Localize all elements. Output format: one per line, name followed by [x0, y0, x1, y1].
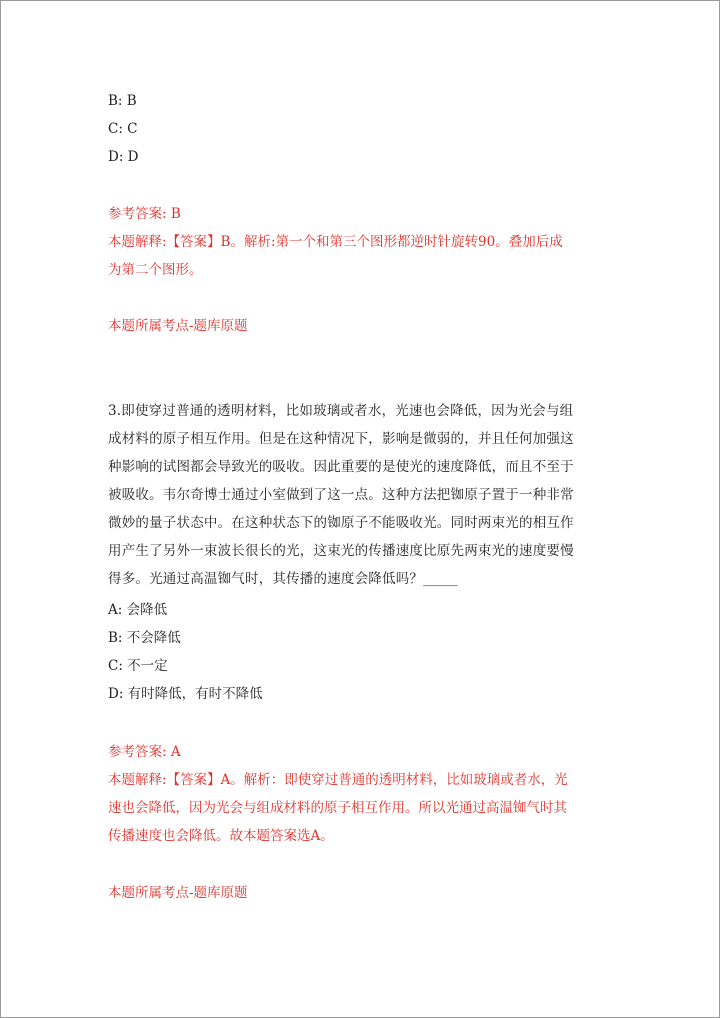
q2-options	[108, 87, 608, 171]
q2-option-b: B: B	[108, 93, 137, 109]
q2-explanation-line-2: 为第二个图形。	[108, 262, 203, 278]
q3-answer: 参考答案: A	[108, 744, 181, 760]
q3-option-a: A: 会降低	[108, 602, 168, 618]
q3-options	[108, 596, 608, 708]
q2-answer-block	[108, 200, 608, 284]
q2-option-d: D: D	[108, 149, 139, 165]
q2-option-c: C: C	[108, 121, 138, 137]
q2-explanation-line-1: 本题解释:【答案】B。解析:第一个和第三个图形都逆时针旋转90。叠加后成	[108, 234, 563, 250]
q3-option-b: B: 不会降低	[108, 630, 181, 646]
q3-explanation-line-1: 本题解释:【答案】A。解析：即使穿过普通的透明材料，比如玻璃或者水，光	[108, 772, 568, 788]
q2-source: 本题所属考点-题库原题	[108, 318, 248, 334]
q3-question-line-7: 得多。光通过高温铷气时，其传播的速度会降低吗？_____	[108, 571, 458, 587]
q3-question-line-4: 被吸收。韦尔奇博士通过小室做到了这一点。这种方法把铷原子置于一种非常	[108, 487, 574, 503]
q3-answer-block	[108, 738, 608, 850]
q3-question-line-6: 用产生了另外一束波长很长的光，这束光的传播速度比原先两束光的速度要慢	[108, 543, 574, 559]
q3-explanation-line-2: 速也会降低，因为光会与组成材料的原子相互作用。所以光通过高温铷气时其	[108, 800, 567, 816]
q3-question	[108, 397, 608, 593]
q3-option-c: C: 不一定	[108, 658, 168, 674]
q3-option-d: D: 有时降低，有时不降低	[108, 686, 263, 702]
q3-source-block	[108, 879, 608, 907]
q3-question-line-3: 种影响的试图都会导致光的吸收。因此重要的是使光的速度降低，而且不至于	[108, 459, 574, 475]
q3-question-line-1: 3.即使穿过普通的透明材料，比如玻璃或者水，光速也会降低，因为光会与组	[108, 403, 574, 419]
q3-explanation-line-3: 传播速度也会降低。故本题答案选A。	[108, 828, 334, 844]
q2-source-block	[108, 312, 608, 340]
q3-source: 本题所属考点-题库原题	[108, 885, 248, 901]
q3-question-line-5: 微妙的量子状态中。在这种状态下的铷原子不能吸收光。同时两束光的相互作	[108, 515, 574, 531]
q2-answer: 参考答案: B	[108, 206, 181, 222]
q3-question-line-2: 成材料的原子相互作用。但是在这种情况下，影响是微弱的，并且任何加强这	[108, 431, 574, 447]
